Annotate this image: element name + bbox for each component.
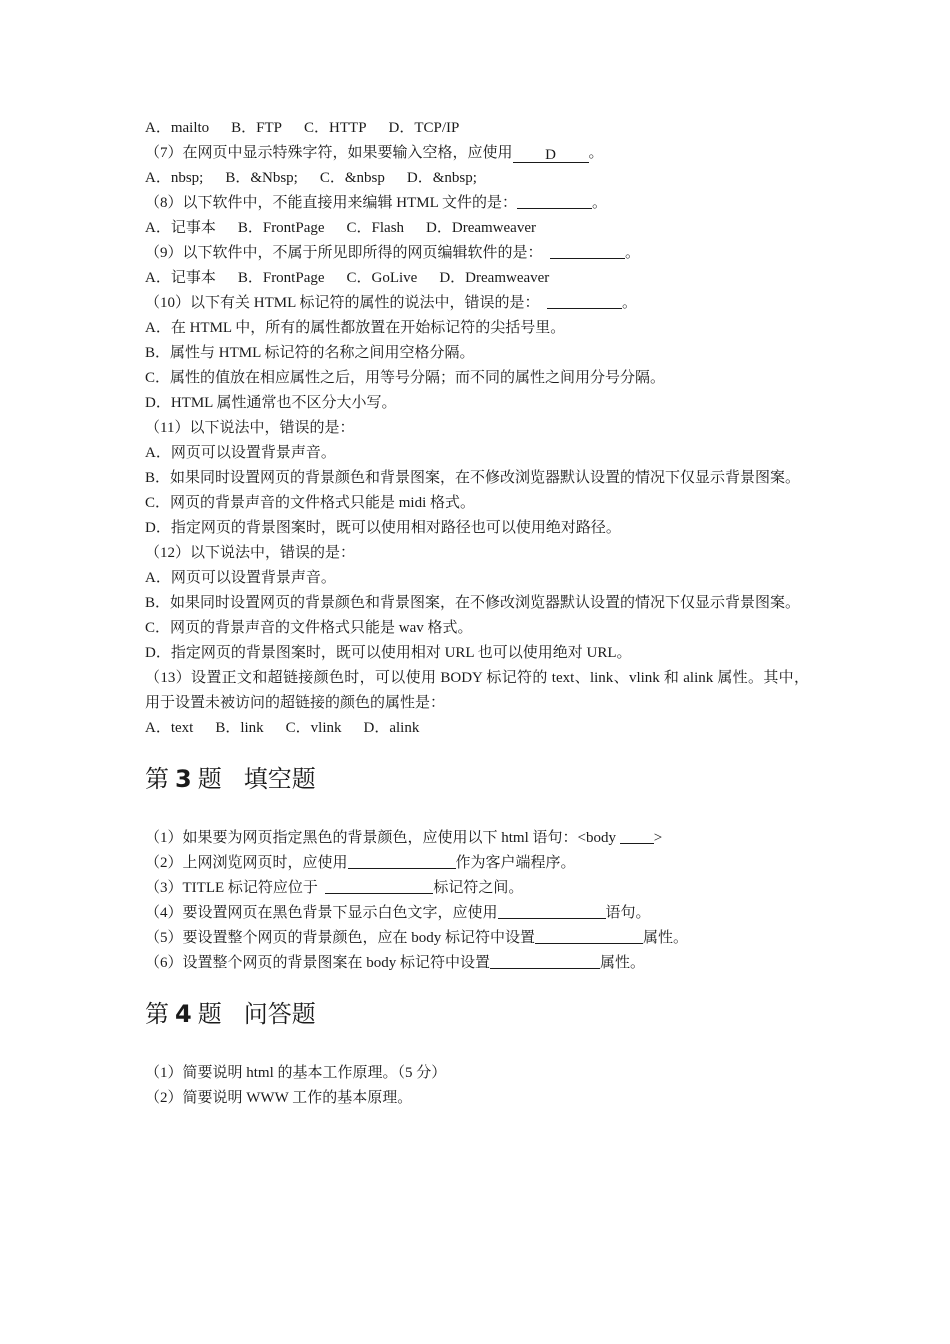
q13-option-a: A．text (145, 720, 194, 736)
section4-heading-title: 问答题 (243, 1000, 316, 1028)
q9-option-a: A．记事本 (145, 270, 216, 286)
section3-item-1-blank (620, 828, 654, 844)
q11-option-b: B．如果同时设置网页的背景颜色和背景图案，在不修改浏览器默认设置的情况下仅显示背景图案。 (145, 470, 801, 486)
q10-stem (145, 291, 809, 316)
q13-options (145, 716, 809, 741)
section3-item-4 (145, 901, 809, 926)
section3-item-2-end: 作为客户端程序。 (455, 855, 576, 871)
q7-option-d: D．&nbsp; (406, 170, 477, 186)
section3-item-1-text: （1）如果要为网页指定黑色的背景颜色，应使用以下 html 语句：<body (145, 830, 620, 846)
section4-heading-number: 4 (175, 1000, 192, 1028)
section3-item-5 (145, 926, 809, 951)
q9-stem-end: 。 (625, 245, 641, 261)
section3-item-6-text: （6）设置整个网页的背景图案在 body 标记符中设置 (145, 955, 491, 971)
q11-option-d: D．指定网页的背景图案时，既可以使用相对路径也可以使用绝对路径。 (145, 520, 621, 536)
section3-item-5-blank (535, 928, 643, 944)
q6-option-c: C．HTTP (304, 120, 367, 136)
section3-item-3-text: （3）TITLE 标记符应位于 (145, 880, 322, 896)
section3-item-2-text: （2）上网浏览网页时，应使用 (145, 855, 348, 871)
section4-heading-post: 题 (197, 1000, 222, 1028)
q9-stem (145, 241, 809, 266)
q10-stem-text: （10）以下有关 HTML 标记符的属性的说法中，错误的是： (145, 295, 540, 311)
section3-heading (145, 764, 809, 794)
section4-heading (145, 999, 809, 1029)
q12-option-d: D．指定网页的背景图案时，既可以使用相对 URL 也可以使用绝对 URL。 (145, 645, 632, 661)
q7-option-c: C．&nbsp (319, 170, 385, 186)
q6-options (145, 116, 809, 141)
section3-item-4-blank (498, 903, 606, 919)
q13-option-d: D．alink (363, 720, 420, 736)
section3-item-5-end: 属性。 (643, 930, 689, 946)
q12-option-b: B．如果同时设置网页的背景颜色和背景图案，在不修改浏览器默认设置的情况下仅显示背景图案。 (145, 595, 801, 611)
q11-option-c: C．网页的背景声音的文件格式只能是 midi 格式。 (145, 495, 476, 511)
q13-option-b: B．link (215, 720, 264, 736)
section3-item-3-blank (325, 878, 433, 894)
section3-item-4-end: 语句。 (605, 905, 651, 921)
section3-item-2 (145, 851, 809, 876)
section3-item-6 (145, 951, 809, 976)
q10-option-b: B．属性与 HTML 标记符的名称之间用空格分隔。 (145, 345, 475, 361)
q10-stem-end: 。 (621, 295, 637, 311)
section3-item-6-end: 属性。 (600, 955, 646, 971)
section4-heading-pre: 第 (145, 1000, 169, 1028)
section3-heading-pre: 第 (145, 765, 169, 793)
section3-item-3 (145, 876, 809, 901)
exam-page (145, 116, 809, 1111)
q9-answer-blank (550, 243, 625, 259)
q8-options (145, 216, 809, 241)
q7-option-a: A．nbsp; (145, 170, 204, 186)
q7-stem (145, 141, 809, 166)
q8-option-b: B．FrontPage (237, 220, 325, 236)
q12-stem: （12）以下说法中，错误的是： (145, 545, 356, 561)
q6-option-b: B．FTP (231, 120, 283, 136)
q6-option-d: D．TCP/IP (388, 120, 460, 136)
q10-option-a: A．在 HTML 中，所有的属性都放置在开始标记符的尖括号里。 (145, 320, 566, 336)
q7-options (145, 166, 809, 191)
q6-option-a: A．mailto (145, 120, 210, 136)
q9-option-c: C．GoLive (346, 270, 418, 286)
section3-item-4-text: （4）要设置网页在黑色背景下显示白色文字，应使用 (145, 905, 498, 921)
q8-option-c: C．Flash (346, 220, 405, 236)
section3-item-6-blank (490, 953, 600, 969)
q7-stem-end: 。 (588, 145, 604, 161)
section3-heading-number: 3 (175, 765, 192, 793)
q9-option-b: B．FrontPage (237, 270, 325, 286)
q7-stem-text: （7）在网页中显示特殊字符，如果要输入空格，应使用 (145, 145, 513, 161)
q13-option-c: C．vlink (285, 720, 342, 736)
section3-heading-title: 填空题 (243, 765, 316, 793)
q13-stem: （13）设置正文和超链接颜色时，可以使用 BODY 标记符的 text、link、vlink 和 alink 属性。其中，用于设置未被访问的超链接的颜色的属性是： (145, 670, 809, 711)
q9-option-d: D．Dreamweaver (439, 270, 550, 286)
section3-item-3-end: 标记符之间。 (433, 880, 524, 896)
q10-answer-blank (547, 293, 622, 309)
section3-item-5-text: （5）要设置整个网页的背景颜色，应在 body 标记符中设置 (145, 930, 536, 946)
q11-option-a: A．网页可以设置背景声音。 (145, 445, 336, 461)
q12-option-a: A．网页可以设置背景声音。 (145, 570, 336, 586)
q8-stem (145, 191, 809, 216)
section4-item-2: （2）简要说明 WWW 工作的基本原理。 (145, 1090, 413, 1106)
section3-item-2-blank (348, 853, 456, 869)
q8-stem-text: （8）以下软件中，不能直接用来编辑 HTML 文件的是： (145, 195, 517, 211)
q10-option-d: D．HTML 属性通常也不区分大小写。 (145, 395, 397, 411)
q8-stem-end: 。 (591, 195, 607, 211)
q9-stem-text: （9）以下软件中，不属于所见即所得的网页编辑软件的是： (145, 245, 543, 261)
q10-option-c: C．属性的值放在相应属性之后，用等号分隔；而不同的属性之间用分号分隔。 (145, 370, 666, 386)
q8-answer-blank (517, 193, 592, 209)
q9-options (145, 266, 809, 291)
q12-option-c: C．网页的背景声音的文件格式只能是 wav 格式。 (145, 620, 473, 636)
section3-heading-post: 题 (197, 765, 222, 793)
section3-item-1-end: > (653, 830, 663, 846)
section3-item-1 (145, 826, 809, 851)
q7-option-b: B．&Nbsp; (225, 170, 298, 186)
q11-stem: （11）以下说法中，错误的是： (145, 420, 355, 436)
q8-option-a: A．记事本 (145, 220, 216, 236)
q7-answer-blank: D (513, 147, 589, 163)
section4-item-1: （1）简要说明 html 的基本工作原理。（5 分） (145, 1065, 447, 1081)
q8-option-d: D．Dreamweaver (426, 220, 536, 236)
